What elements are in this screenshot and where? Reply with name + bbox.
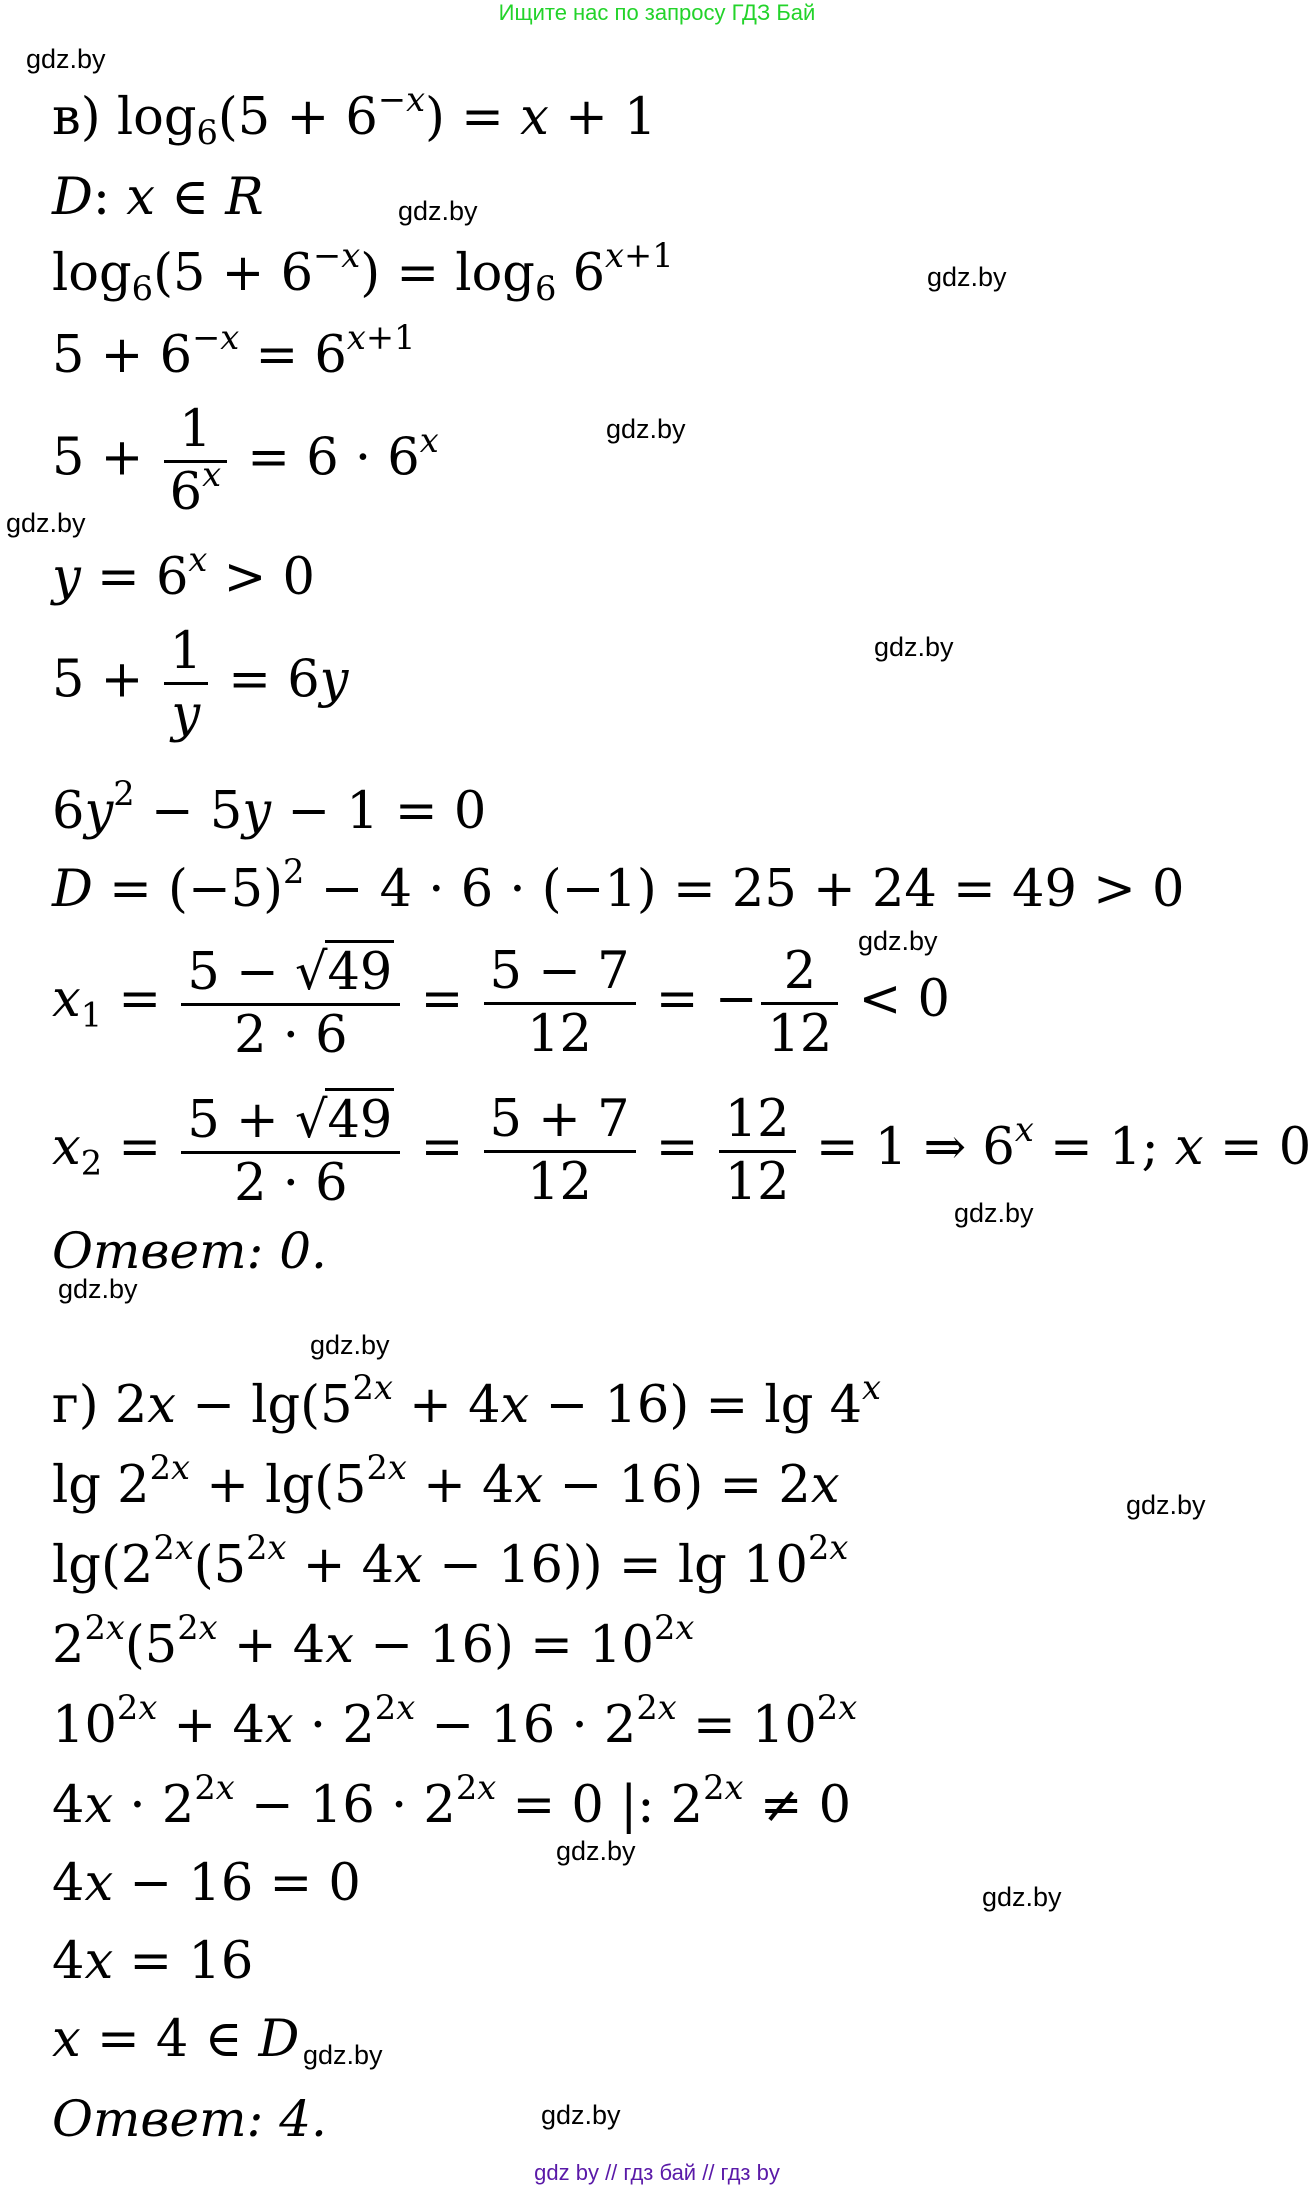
top-banner[interactable]: Ищите нас по запросу ГДЗ Бай xyxy=(498,0,816,25)
fraction: $\frac{1}{6^x}$ xyxy=(164,400,227,523)
equation-g-statement: г) $2x - \lg(5^{2x} + 4x - 16) = \lg 4^x$ xyxy=(52,1367,882,1435)
step-v-2: $5 + 6^{-x} = 6^{x+1}$ xyxy=(52,317,416,385)
step-g-7: 4x = 16 xyxy=(52,1932,254,1991)
step-v-6: $6y^2 - 5y - 1 = 0$ xyxy=(52,773,487,841)
step-g-2: $\lg(2^{2x}(5^{2x} + 4x - 16)) = \lg 10^{2x}$ xyxy=(52,1527,849,1595)
fraction: $\frac{12}{12}$ xyxy=(719,1090,796,1213)
step-g-4: $10^{2x} + 4x \cdot 2^{2x} - 16 \cdot 2^{2x} = 10^{2x}$ xyxy=(52,1687,858,1755)
equation-v-statement: в) $\log_6(5 + 6^{-x}) = x + 1$ xyxy=(52,79,657,153)
step-g-1: $\lg 2^{2x} + \lg(5^{2x} + 4x - 16) = 2x$ xyxy=(52,1447,840,1515)
domain-line-v: D: x ∈ R xyxy=(52,168,264,227)
step-g-3: $2^{2x}(5^{2x} + 4x - 16) = 10^{2x}$ xyxy=(52,1607,695,1675)
step-v-3: 5 + $\frac{1}{6^x}$ = $6 \cdot 6^x$ xyxy=(52,400,439,523)
watermark: gdz.by xyxy=(398,196,478,226)
watermark: gdz.by xyxy=(303,2040,383,2070)
fraction: $\frac{2}{12}$ xyxy=(761,942,838,1065)
fraction: $\frac{5 - √49}{2 \cdot 6}$ xyxy=(181,940,400,1066)
watermark: gdz.by xyxy=(58,1274,138,1304)
watermark: gdz.by xyxy=(541,2100,621,2130)
footer-links[interactable]: gdz by // гдз бай // гдз by xyxy=(534,2160,780,2185)
step-v-x1: $x_1$ = $\frac{5 - √49}{2 \cdot 6}$ = $\frac{5 - 7}{12}$ = − $\frac{2}{12}$ < 0 xyxy=(52,941,950,1066)
step-v-discriminant: $D = (-5)^2 - 4 \cdot 6 \cdot (-1) = 25 + 24 = 49 > 0$ xyxy=(52,851,1185,919)
fraction: $\frac{5 + √49}{2 \cdot 6}$ xyxy=(181,1088,400,1214)
part-v-label: в) xyxy=(52,88,101,147)
step-g-5: $4x \cdot 2^{2x} - 16 \cdot 2^{2x} = 0$ |: $2^{2x} \ne 0$ xyxy=(52,1767,852,1835)
watermark: gdz.by xyxy=(1126,1490,1206,1520)
fraction: $\frac{5 - 7}{12}$ xyxy=(484,942,636,1065)
watermark: gdz.by xyxy=(556,1836,636,1866)
step-g-6: 4x − 16 = 0 xyxy=(52,1854,361,1913)
step-v-4: $y = 6^x > 0$ xyxy=(52,539,316,607)
watermark: gdz.by xyxy=(606,414,686,444)
answer-v: Ответ: 0. xyxy=(52,1222,327,1280)
step-v-1: $\log_6(5 + 6^{-x}) = \log_6 6^{x+1}$ xyxy=(52,235,674,309)
watermark: gdz.by xyxy=(26,44,106,74)
watermark: gdz.by xyxy=(954,1198,1034,1228)
watermark: gdz.by xyxy=(310,1330,390,1360)
part-g-label: г) xyxy=(52,1376,99,1435)
step-g-8: x = 4 ∈ D xyxy=(52,2010,300,2069)
step-v-x2: $x_2$ = $\frac{5 + √49}{2 \cdot 6}$ = $\frac{5 + 7}{12}$ = $\frac{12}{12}$ = 1 ⇒ $6^x = 1$; x = 0 xyxy=(52,1089,1312,1214)
answer-g: Ответ: 4. xyxy=(52,2090,327,2148)
watermark: gdz.by xyxy=(874,632,954,662)
fraction: $\frac{1}{y}$ xyxy=(164,622,208,745)
step-v-5: 5 + $\frac{1}{y}$ = 6y xyxy=(52,622,349,745)
watermark: gdz.by xyxy=(6,508,86,538)
fraction: $\frac{5 + 7}{12}$ xyxy=(484,1090,636,1213)
watermark: gdz.by xyxy=(858,926,938,956)
watermark: gdz.by xyxy=(927,262,1007,292)
watermark: gdz.by xyxy=(982,1882,1062,1912)
